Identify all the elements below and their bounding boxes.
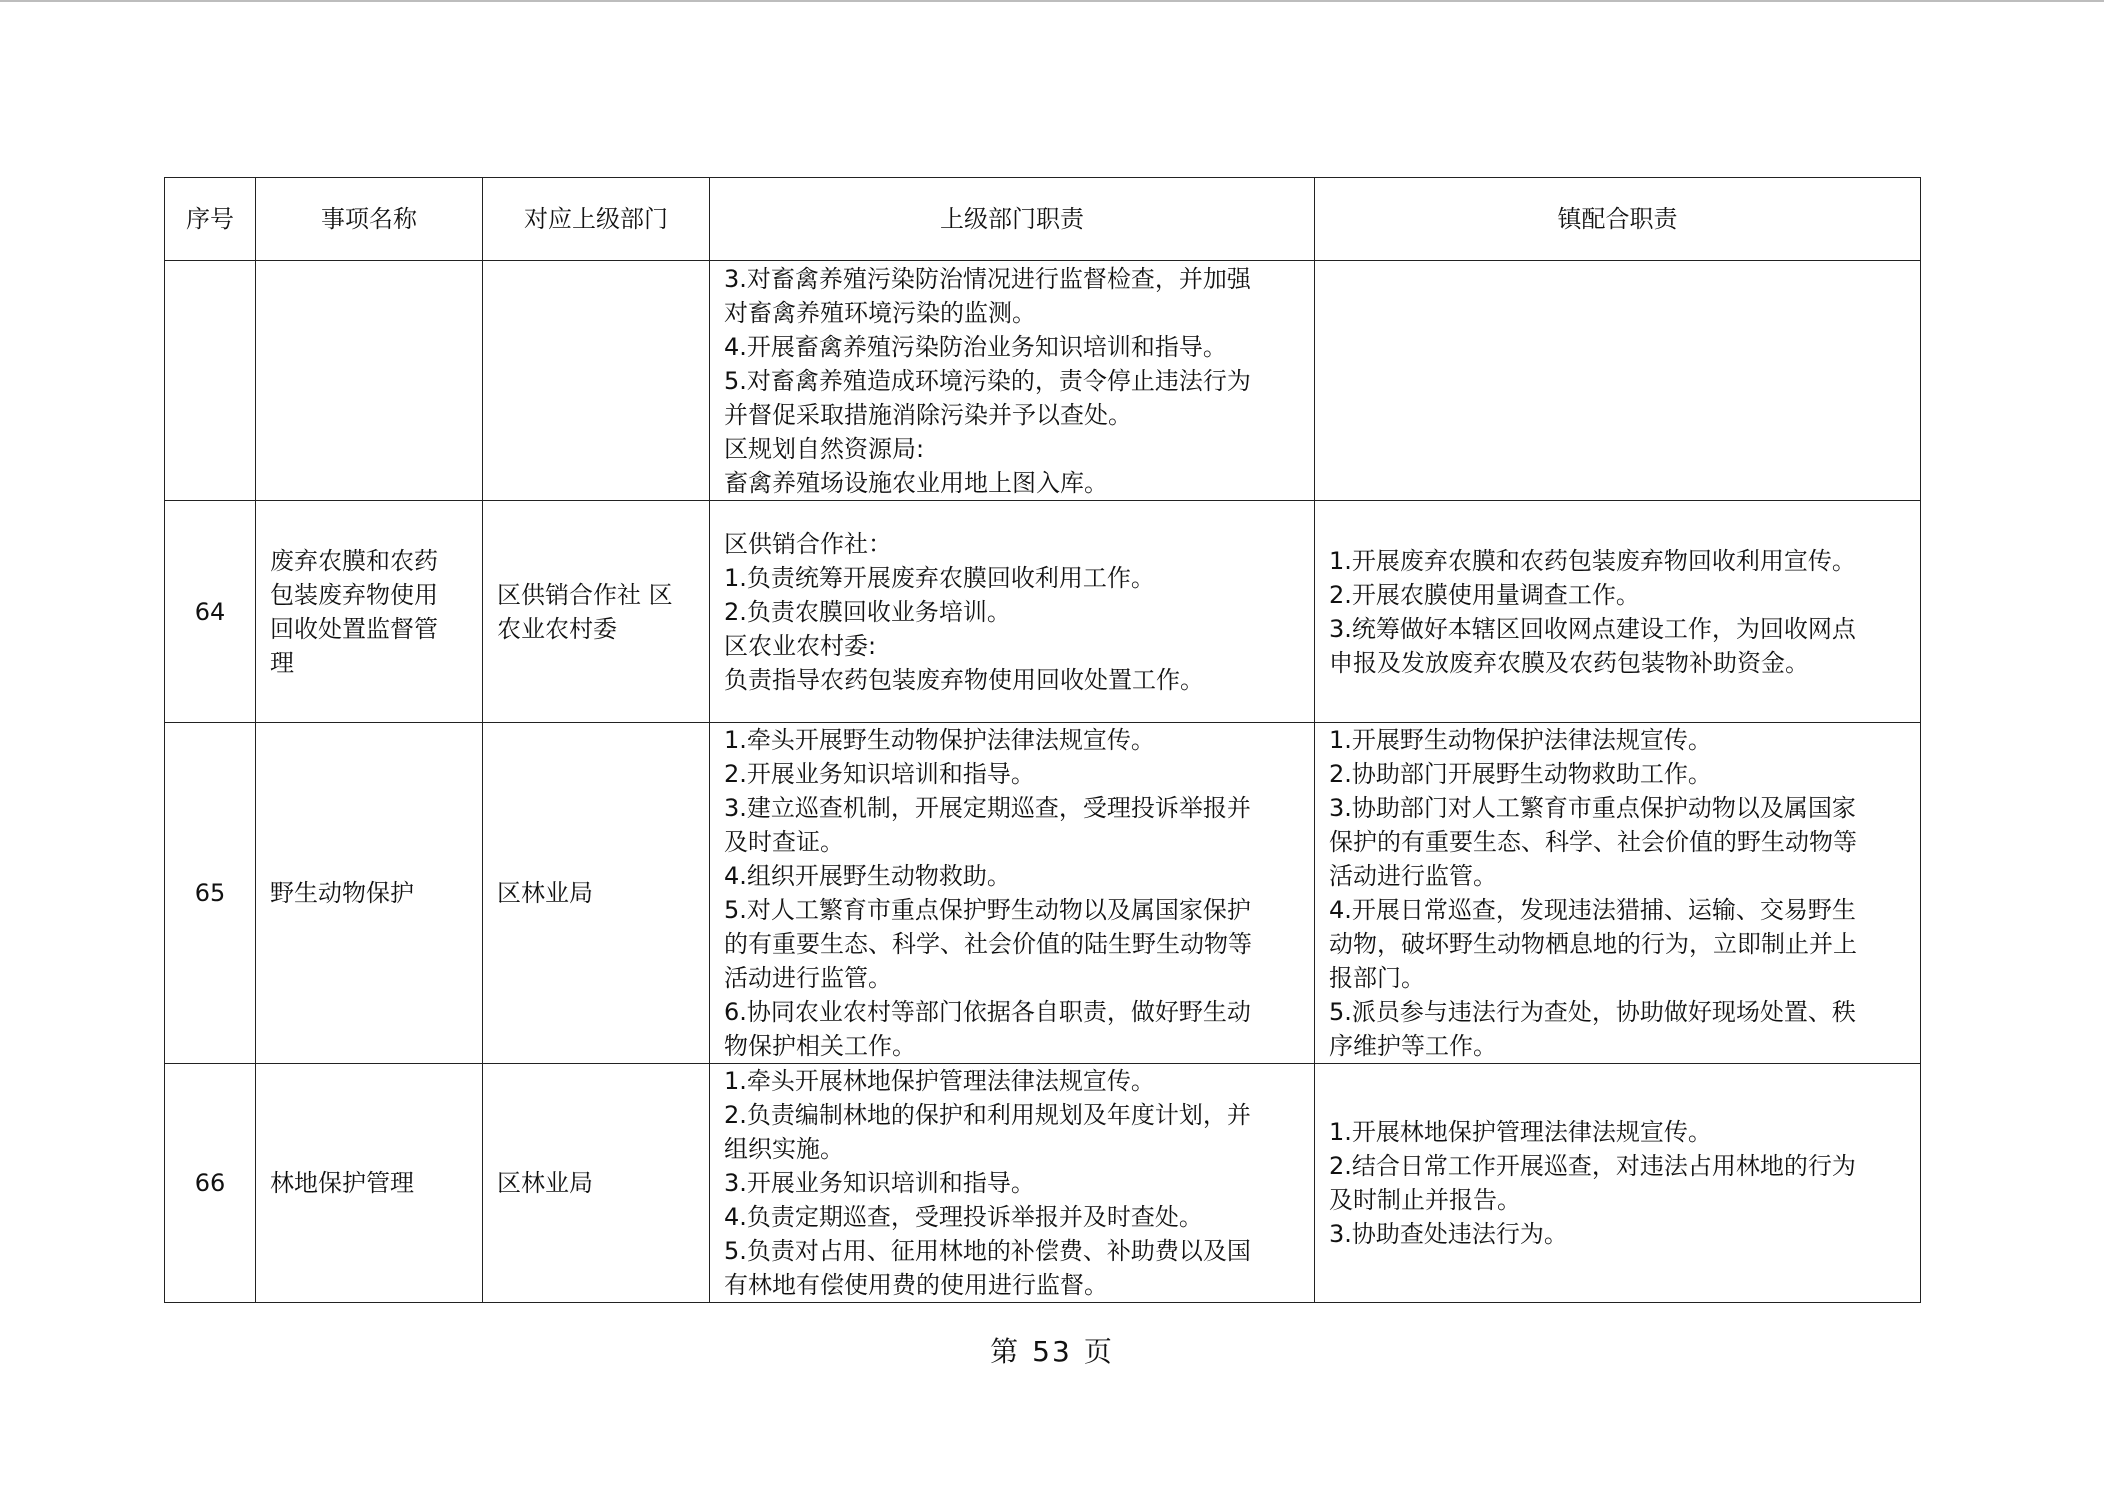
cell-upper-duties: [710, 723, 1315, 1064]
text-line: 野生动物保护: [270, 879, 414, 907]
page-number: 53: [1032, 1335, 1072, 1368]
text-line: 1.开展废弃农膜和农药包装废弃物回收利用宣传。: [1329, 546, 1856, 575]
cell-item-name: [256, 723, 483, 1064]
text-line: 2.协助部门开展野生动物救助工作。: [1329, 760, 1712, 788]
text-line: 5.对畜禽养殖造成环境污染的，责令停止违法行为: [724, 366, 1251, 395]
text-line: 1.牵头开展林地保护管理法律法规宣传。: [724, 1067, 1155, 1095]
text-line: 4.开展畜禽养殖污染防治业务知识培训和指导。: [724, 332, 1227, 361]
cell-upper-duties: [710, 261, 1315, 501]
header-upper-duties: 上级部门职责: [710, 178, 1315, 261]
text-line: 区规划自然资源局:: [724, 434, 925, 463]
cell-seq: 64: [165, 501, 256, 723]
cell-town-duties: [1315, 723, 1921, 1064]
text-line: 活动进行监管。: [724, 964, 892, 992]
cell-item-name: [256, 501, 483, 723]
cell-town-duties: [1315, 501, 1921, 723]
cell-seq: [165, 261, 256, 501]
text-line: 农业农村委: [497, 614, 617, 643]
text-line: 理: [270, 648, 294, 677]
cell-town-duties: [1315, 1064, 1921, 1303]
text-line: 组织实施。: [724, 1135, 844, 1163]
table-row: [165, 501, 1921, 723]
text-line: 动物，破坏野生动物栖息地的行为，立即制止并上: [1329, 930, 1857, 958]
text-line: 有林地有偿使用费的使用进行监督。: [724, 1271, 1108, 1299]
cell-town-duties: [1315, 261, 1921, 501]
text-line: 林地保护管理: [270, 1169, 414, 1197]
text-line: 2.负责农膜回收业务培训。: [724, 597, 1011, 626]
text-line: 及时制止并报告。: [1329, 1186, 1521, 1214]
page-top-border: [0, 0, 2104, 2]
text-line: 申报及发放废弃农膜及农药包装物补助资金。: [1329, 648, 1809, 677]
cell-department: [483, 1064, 710, 1303]
text-line: 3.统筹做好本辖区回收网点建设工作，为回收网点: [1329, 614, 1856, 643]
text-line: 1.负责统筹开展废弃农膜回收利用工作。: [724, 563, 1155, 592]
cell-seq: 66: [165, 1064, 256, 1303]
text-line: 4.开展日常巡查，发现违法猎捕、运输、交易野生: [1329, 896, 1856, 924]
text-line: 1.开展野生动物保护法律法规宣传。: [1329, 726, 1712, 754]
text-line: 5.对人工繁育市重点保护野生动物以及属国家保护: [724, 896, 1251, 924]
text-line: 1.牵头开展野生动物保护法律法规宣传。: [724, 726, 1155, 754]
header-item-name: 事项名称: [256, 178, 483, 261]
text-line: 序维护等工作。: [1329, 1032, 1497, 1060]
text-line: 区供销合作社：: [724, 529, 892, 558]
text-line: 回收处置监督管: [270, 614, 438, 643]
text-line: 区林业局: [497, 1169, 593, 1197]
text-line: 4.负责定期巡查，受理投诉举报并及时查处。: [724, 1203, 1203, 1231]
header-seq: 序号: [165, 178, 256, 261]
header-town-duties: 镇配合职责: [1315, 178, 1921, 261]
cell-department: [483, 723, 710, 1064]
cell-item-name: [256, 261, 483, 501]
text-line: 2.开展业务知识培训和指导。: [724, 760, 1035, 788]
text-line: 的有重要生态、科学、社会价值的陆生野生动物等: [724, 930, 1252, 958]
cell-seq: 65: [165, 723, 256, 1064]
text-line: 区供销合作社 区: [497, 580, 673, 609]
text-line: 3.协助部门对人工繁育市重点保护动物以及属国家: [1329, 794, 1856, 822]
text-line: 对畜禽养殖环境污染的监测。: [724, 298, 1036, 327]
footer-prefix: 第: [990, 1335, 1021, 1368]
text-line: 报部门。: [1329, 964, 1425, 992]
text-line: 3.对畜禽养殖污染防治情况进行监督检查，并加强: [724, 264, 1251, 293]
text-line: 3.开展业务知识培训和指导。: [724, 1169, 1035, 1197]
text-line: 1.开展林地保护管理法律法规宣传。: [1329, 1118, 1712, 1146]
text-line: 3.建立巡查机制，开展定期巡查，受理投诉举报并: [724, 794, 1251, 822]
responsibility-table: [164, 177, 1921, 1303]
text-line: 6.协同农业农村等部门依据各自职责，做好野生动: [724, 998, 1251, 1026]
text-line: 4.组织开展野生动物救助。: [724, 862, 1011, 890]
table-row: [165, 261, 1921, 501]
text-line: 并督促采取措施消除污染并予以查处。: [724, 400, 1132, 429]
text-line: 2.负责编制林地的保护和利用规划及年度计划，并: [724, 1101, 1251, 1129]
text-line: 包装废弃物使用: [270, 580, 438, 609]
page-footer: [0, 1330, 2104, 1370]
cell-upper-duties: [710, 501, 1315, 723]
text-line: 区农业农村委:: [724, 631, 877, 660]
text-line: 5.派员参与违法行为查处，协助做好现场处置、秩: [1329, 998, 1856, 1026]
cell-department: [483, 501, 710, 723]
table-row: [165, 1064, 1921, 1303]
text-line: 物保护相关工作。: [724, 1032, 916, 1060]
header-department: 对应上级部门: [483, 178, 710, 261]
cell-department: [483, 261, 710, 501]
footer-suffix: 页: [1083, 1335, 1114, 1368]
text-line: 负责指导农药包装废弃物使用回收处置工作。: [724, 665, 1204, 694]
text-line: 畜禽养殖场设施农业用地上图入库。: [724, 468, 1108, 497]
text-line: 3.协助查处违法行为。: [1329, 1220, 1568, 1248]
text-line: 2.开展农膜使用量调查工作。: [1329, 580, 1640, 609]
text-line: 5.负责对占用、征用林地的补偿费、补助费以及国: [724, 1237, 1251, 1265]
table-row: [165, 723, 1921, 1064]
cell-upper-duties: [710, 1064, 1315, 1303]
text-line: 活动进行监管。: [1329, 862, 1497, 890]
text-line: 废弃农膜和农药: [270, 546, 438, 575]
text-line: 2.结合日常工作开展巡查，对违法占用林地的行为: [1329, 1152, 1856, 1180]
text-line: 区林业局: [497, 879, 593, 907]
text-line: 及时查证。: [724, 828, 844, 856]
text-line: 保护的有重要生态、科学、社会价值的野生动物等: [1329, 828, 1857, 856]
cell-item-name: [256, 1064, 483, 1303]
table-header-row: [165, 178, 1921, 261]
